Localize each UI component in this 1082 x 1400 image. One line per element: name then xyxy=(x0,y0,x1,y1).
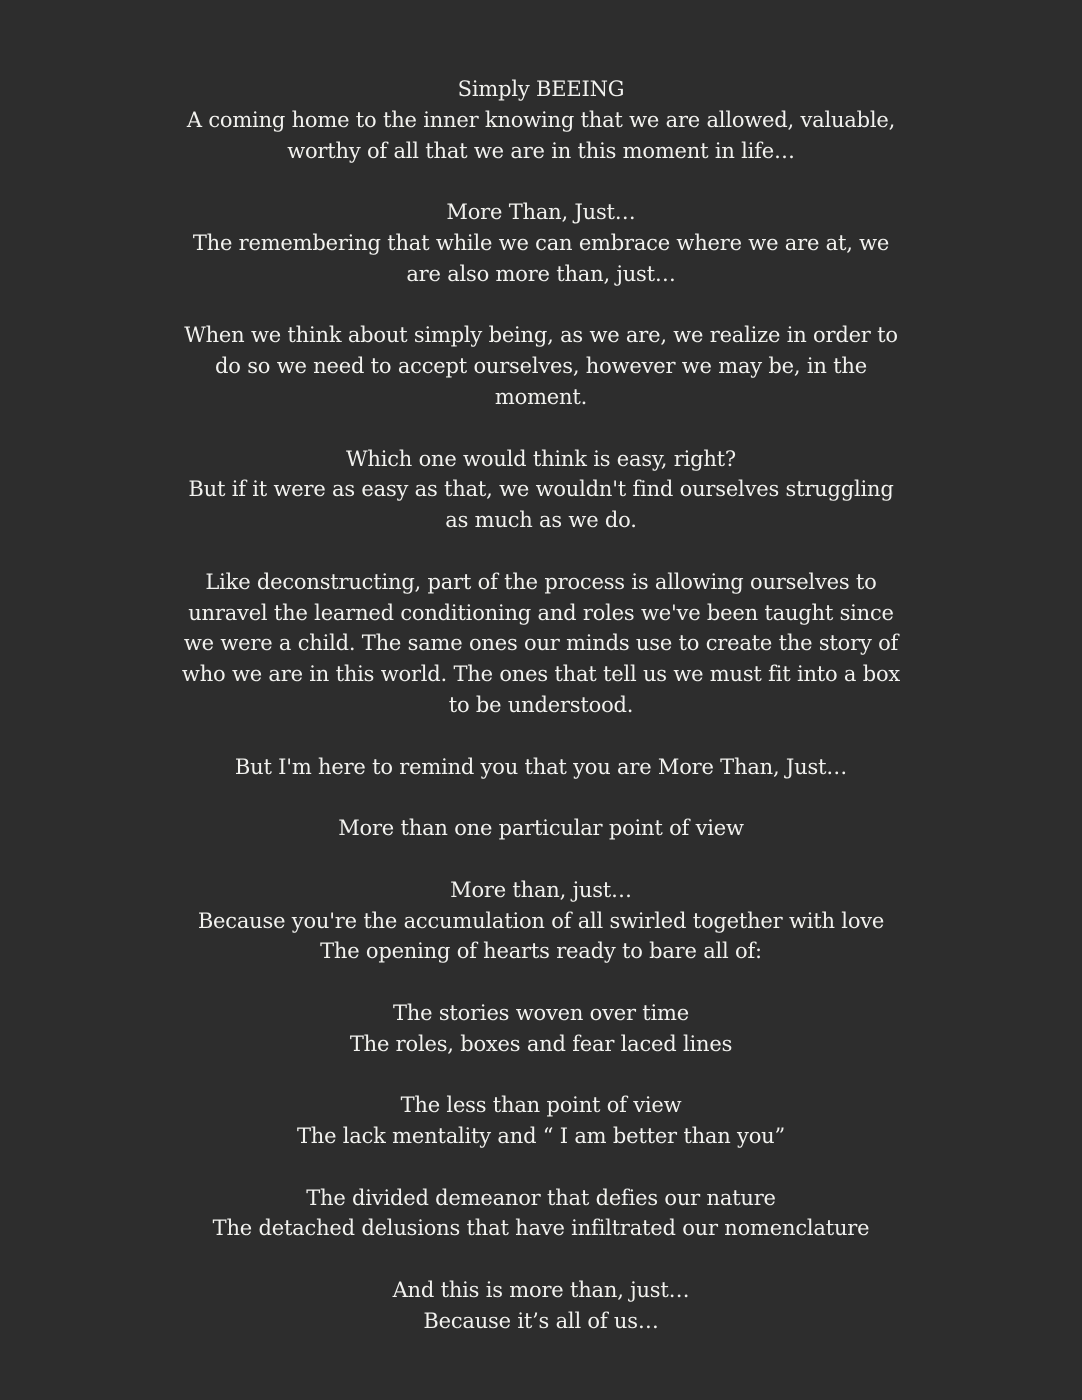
simply-being-paragraph xyxy=(180,320,902,412)
stanza-line: The opening of hearts ready to bare all of: xyxy=(320,939,762,964)
paragraph-text: But I'm here to remind you that you are More Than, Just… xyxy=(234,754,848,779)
stanza-line: The detached delusions that have infiltrated our nomenclature xyxy=(212,1216,870,1241)
poem-subtitle: A coming home to the inner knowing that we are allowed, valuable, worthy of all that we are in this moment in life… xyxy=(186,107,896,163)
stanza-line: Because you're the accumulation of all swirled together with love xyxy=(197,908,885,933)
section-title: More Than, Just… xyxy=(446,200,636,225)
accumulation-stanza xyxy=(180,875,902,967)
stanza-line: And this is more than, just… xyxy=(392,1278,690,1303)
intro-stanza xyxy=(180,74,902,166)
deconstructing-paragraph xyxy=(180,567,902,721)
paragraph-text: More than one particular point of view xyxy=(338,816,744,841)
section-text: The remembering that while we can embrace where we are at, we are also more than, just… xyxy=(192,230,890,286)
paragraph-text: Like deconstructing, part of the process is allowing ourselves to unravel the learned conditioning and roles we've been taught since we were a child. The same ones our minds use to create the story of who we are in this world. The ones that tell us we must fit into a box to be understood. xyxy=(181,569,901,717)
reminder-paragraph xyxy=(180,752,902,783)
closing-stanza xyxy=(180,1275,902,1337)
stanza-line: The divided demeanor that defies our nature xyxy=(306,1185,776,1210)
point-of-view-paragraph xyxy=(180,813,902,844)
less-than-stanza xyxy=(180,1090,902,1152)
stanza-line: More than, just… xyxy=(450,877,632,902)
poem-text-column xyxy=(180,74,902,1367)
paragraph-text: When we think about simply being, as we are, we realize in order to do so we need to accept ourselves, however we may be, in the moment. xyxy=(184,323,898,409)
divided-stanza xyxy=(180,1183,902,1245)
poem-title: Simply BEEING xyxy=(457,77,625,101)
stanza-line: The lack mentality and “ I am better than you” xyxy=(296,1124,786,1149)
easy-question-paragraph xyxy=(180,444,902,536)
stanza-line: The less than point of view xyxy=(400,1093,682,1118)
stories-stanza xyxy=(180,998,902,1060)
paragraph-line: Which one would think is easy, right? xyxy=(346,446,736,471)
stanza-line: Because it’s all of us… xyxy=(423,1308,659,1333)
paragraph-line: But if it were as easy as that, we wouldn't find ourselves struggling as much as we do. xyxy=(188,477,894,533)
stanza-line: The roles, boxes and fear laced lines xyxy=(349,1031,733,1056)
more-than-just-stanza xyxy=(180,197,902,289)
stanza-line: The stories woven over time xyxy=(393,1000,689,1025)
